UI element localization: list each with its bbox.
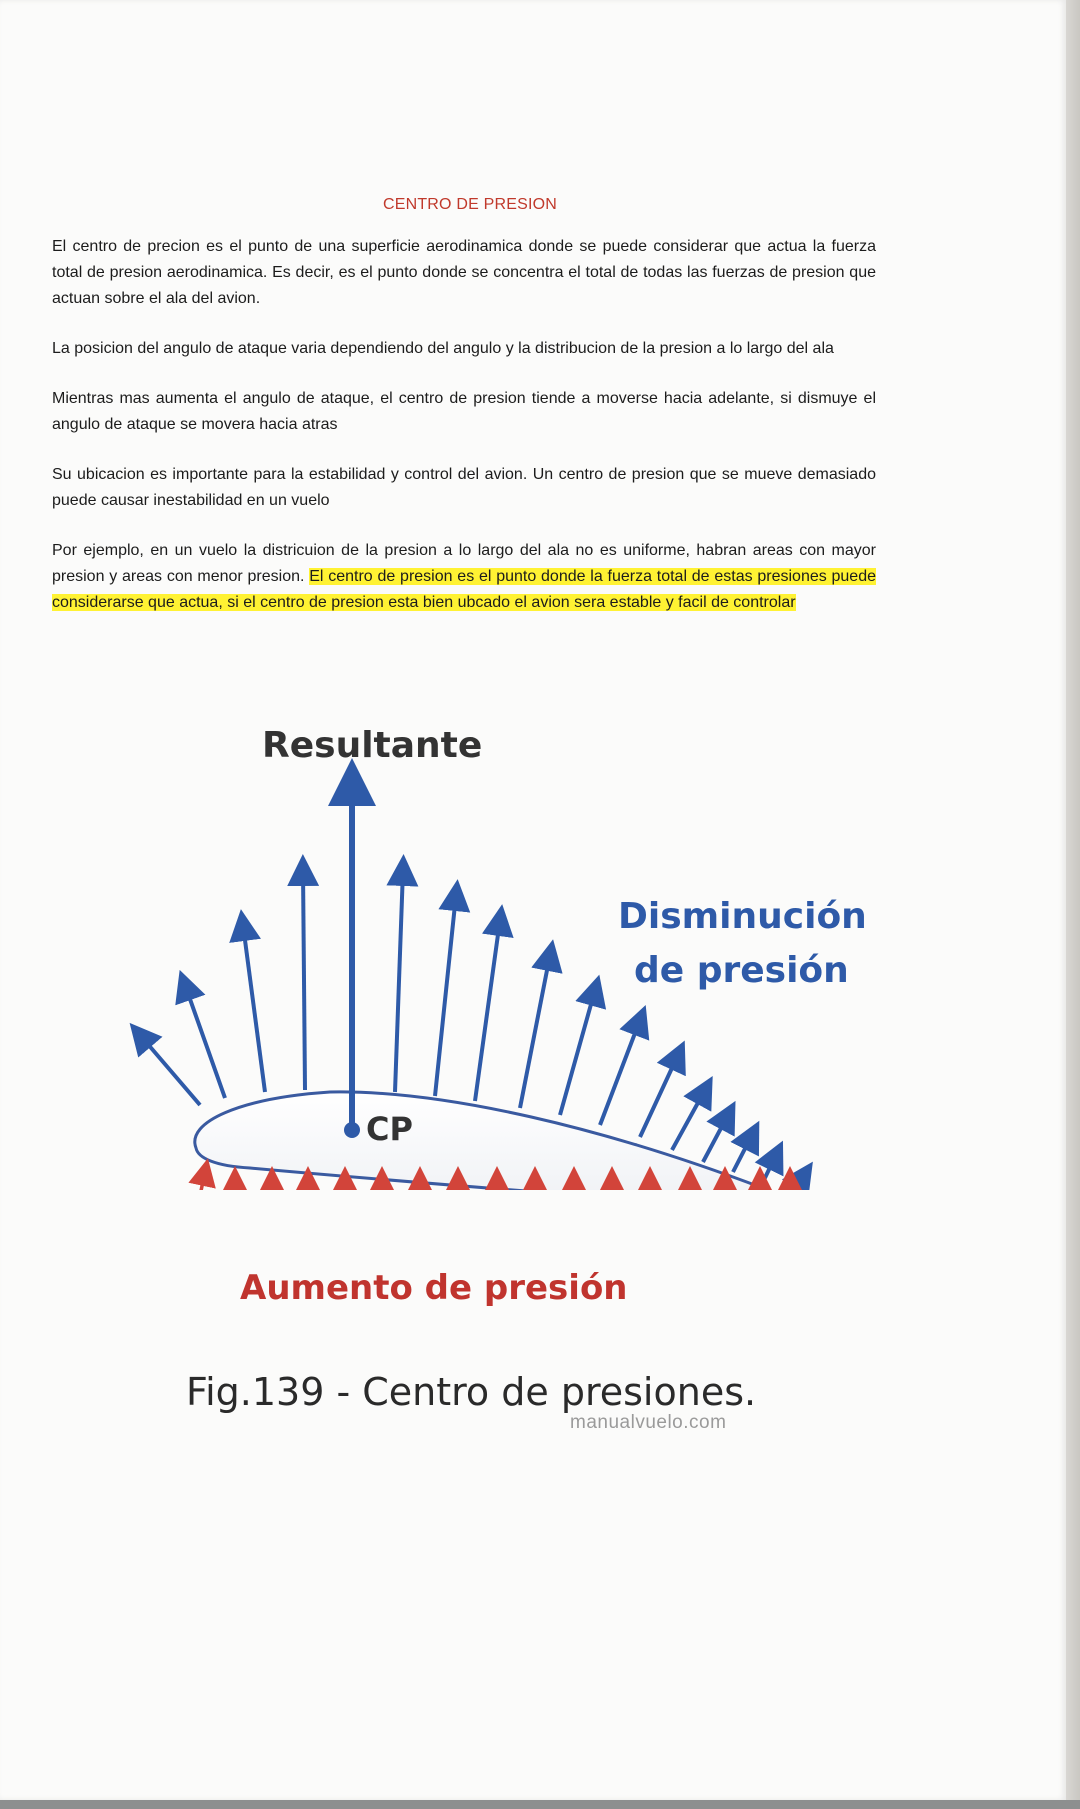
paragraph-position: La posicion del angulo de ataque varia dependiendo del angulo y la distribucion de la presion a lo largo del ala	[52, 340, 834, 357]
paragraph-angle: Mientras mas aumenta el angulo de ataque, el centro de presion tiende a moverse hacia adelante, si dismuye el angulo de ataque se movera hacia atras	[52, 390, 876, 433]
upper-arrow	[243, 925, 265, 1092]
upper-arrow	[703, 1115, 728, 1162]
upper-arrow	[303, 870, 305, 1090]
label-resultante: Resultante	[262, 725, 483, 766]
upper-arrow	[672, 1090, 705, 1150]
upper-arrow	[560, 990, 595, 1115]
upper-arrow	[790, 1175, 804, 1190]
paragraph-example	[52, 538, 876, 616]
paragraph-example-plain: Por ejemplo, en un vuelo la districuion de la presion a lo largo del ala no es uniforme, habran areas con mayor presion y areas con menor presion.	[52, 542, 876, 585]
paragraph-definition: El centro de precion es el punto de una superficie aerodinamica donde se puede considerar que actua la fuerza total de presion aerodinamica. Es decir, es el punto donde se concentra el total de todas las fuerzas de presion que actuan sobre el ala del avion.	[52, 238, 876, 307]
paragraph-stability: Su ubicacion es importante para la estabilidad y control del avion. Un centro de presion que se mueve demasiado puede causar inestabilidad en un vuelo	[52, 466, 876, 509]
body-text	[52, 234, 876, 640]
watermark: manualvuelo.com	[570, 1412, 727, 1433]
document-title: CENTRO DE PRESION	[382, 196, 558, 213]
airfoil-shape	[195, 1092, 826, 1190]
upper-arrow	[600, 1020, 640, 1125]
cp-point	[344, 1122, 360, 1138]
upper-arrow	[733, 1135, 752, 1172]
figure-caption: Fig.139 - Centro de presiones.	[186, 1370, 757, 1414]
lower-arrow	[191, 1172, 205, 1190]
upper-arrow	[395, 870, 403, 1092]
bottom-strip	[0, 1800, 1080, 1809]
highlighted-text: El centro de presion es el punto donde la fuerza total de estas presiones puede considerarse que actua, si el centro de presion esta bien ubcado el avion sera estable y facil de controlar	[52, 568, 877, 611]
label-de-presion: de presión	[634, 950, 849, 991]
page-edge	[1066, 0, 1080, 1800]
upper-arrow	[762, 1155, 776, 1184]
upper-arrow	[640, 1055, 678, 1137]
upper-arrow	[435, 895, 456, 1096]
upper-arrow	[520, 955, 550, 1108]
label-aumento: Aumento de presión	[240, 1268, 628, 1308]
label-disminucion: Disminución	[618, 896, 867, 937]
upper-arrow	[185, 985, 225, 1098]
label-cp: CP	[366, 1110, 413, 1148]
upper-arrow	[475, 920, 500, 1101]
upper-arrow	[140, 1035, 200, 1105]
